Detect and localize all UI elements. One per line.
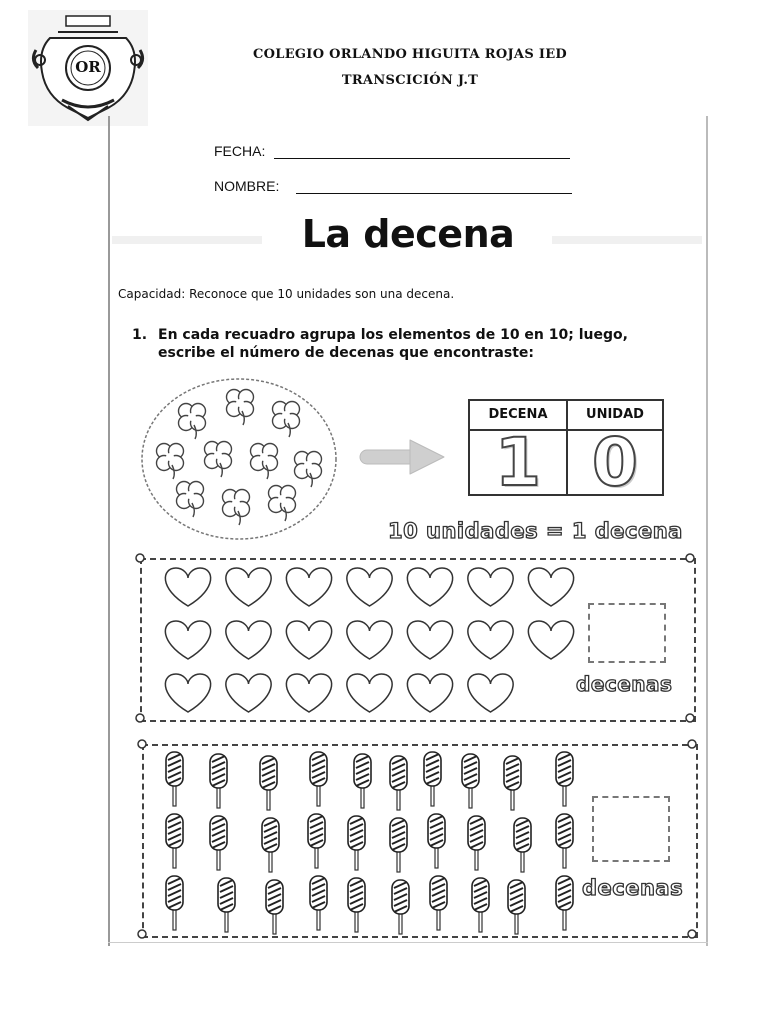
school-name: COLEGIO ORLANDO HIGUITA ROJAS IED [252,47,568,62]
unidad-value: 0 [592,424,638,501]
popsicle-item [424,752,441,806]
clover-group-circle [140,377,340,543]
sheet-border-bottom [108,942,708,943]
popsicle-item [210,754,227,808]
popsicle-item [308,814,325,868]
popsicle-item [472,878,489,932]
popsicle-item [210,816,227,870]
popsicle-item [462,754,479,808]
heart-item [468,621,513,659]
popsicle-item [218,878,235,932]
heart-item [165,621,210,659]
hearts-answer-box[interactable] [588,603,666,663]
popsicle-item [390,818,407,872]
instruction [132,326,628,362]
popsicle-item [310,752,327,806]
popsicle-item [348,816,365,870]
decena-header: DECENA [470,401,566,431]
popsicle-item [166,876,183,930]
popsicles-group [150,746,580,936]
equation-text: 10 unidades = 1 decena [388,519,683,543]
sheet-border-right [706,116,708,946]
page-title: La decena [301,212,515,256]
capacidad-text: Capacidad: Reconoce que 10 unidades son una decena. [118,287,455,301]
popsicle-item [390,756,407,810]
arrow-right-icon [358,436,448,478]
heart-item [226,568,271,606]
heart-item [407,674,452,712]
place-value-table [468,399,664,501]
fecha-line[interactable] [274,158,570,159]
nombre-line[interactable] [296,193,572,194]
hearts-decenas-label: decenas [576,672,673,696]
heart-item [165,674,210,712]
heart-item [407,568,452,606]
heart-item [165,568,210,606]
popsicle-item [392,880,409,934]
popsicle-item [468,816,485,870]
popsicle-item [556,876,573,930]
popsicle-item [508,880,525,934]
heart-item [407,621,452,659]
popsicle-item [430,876,447,930]
popsicle-item [514,818,531,872]
popsicle-item [348,878,365,932]
popsicle-item [166,814,183,868]
hearts-group [158,566,578,716]
instruction-number: 1. [132,327,148,343]
popsicle-item [266,880,283,934]
heart-item [286,568,331,606]
logo-initials: OR [75,58,101,76]
fecha-label: FECHA: [214,143,266,159]
popsicle-item [556,752,573,806]
nombre-label: NOMBRE: [214,178,280,194]
heart-item [468,568,513,606]
instruction-line-1: En cada recuadro agrupa los elementos de 10 en 10; luego, [158,327,628,343]
unidad-header: UNIDAD [568,401,662,431]
popsicle-item [556,814,573,868]
heart-item [347,621,392,659]
popsicles-decenas-label: decenas [582,876,684,900]
popsicle-item [262,818,279,872]
heart-item [226,621,271,659]
popsicle-item [504,756,521,810]
heart-item [286,674,331,712]
heart-item [468,674,513,712]
popsicle-item [166,752,183,806]
grade-label: TRANSCICIÓN J.T [341,73,479,88]
heart-item [528,621,573,659]
heart-item [226,674,271,712]
heart-item [528,568,573,606]
instruction-line-2: escribe el número de decenas que encontraste: [158,345,534,361]
heart-item [347,674,392,712]
popsicle-item [354,754,371,808]
heart-item [286,621,331,659]
popsicle-item [428,814,445,868]
heart-item [347,568,392,606]
decena-value: 1 [495,424,541,501]
popsicle-item [260,756,277,810]
popsicles-answer-box[interactable] [592,796,670,862]
popsicle-item [310,876,327,930]
